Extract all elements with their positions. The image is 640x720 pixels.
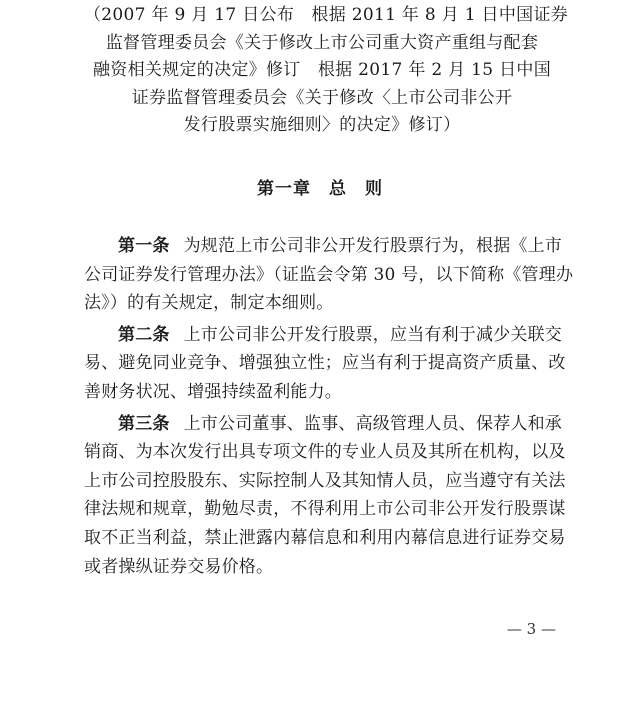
articles-body	[84, 232, 574, 584]
article-line: 取不正当利益，禁止泄露内幕信息和利用内幕信息进行证券交易	[84, 527, 566, 548]
article-line: 或者操纵证券交易价格。	[84, 556, 274, 577]
article-label: 第一条	[118, 236, 170, 256]
preamble-line: 监督管理委员会《关于修改上市公司重大资产重组与配套	[105, 32, 539, 53]
article-text: 上市公司董事、监事、高级管理人员、保荐人和承	[183, 413, 563, 434]
chapter-title: 第一章 总 则	[257, 179, 383, 199]
preamble-line: 证券监督管理委员会《关于修改〈上市公司非公开	[131, 87, 513, 108]
preamble-note	[84, 2, 569, 140]
article-line: 公司证券发行管理办法》（证监会令第 30 号，以下简称《管理办	[84, 264, 574, 285]
preamble-line: （2007 年 9 月 17 日公布 根据 2011 年 8 月 1 日中国证券	[84, 5, 569, 25]
article-line: 易、避免同业竞争、增强独立性；应当有利于提高资产质量、改	[84, 353, 566, 374]
article-text: 为规范上市公司非公开发行股票行为，根据《上市	[183, 236, 563, 256]
article-line: 法》）的有关规定，制定本细则。	[84, 293, 334, 314]
preamble-line: 融资相关规定的决定》修订 根据 2017 年 2 月 15 日中国	[92, 60, 552, 80]
article-line	[84, 410, 562, 439]
preamble-line: 发行股票实施细则〉的决定》修订）	[183, 115, 461, 135]
article-1	[84, 232, 574, 318]
article-line	[84, 321, 562, 350]
article-line: 善财务状况、增强持续盈利能力。	[84, 381, 342, 402]
article-line: 律法规和规章，勤勉尽责，不得利用上市公司非公开发行股票谋	[84, 499, 566, 520]
article-line: 上市公司控股股东、实际控制人及其知情人员，应当遵守有关法	[84, 470, 566, 491]
article-label: 第三条	[118, 413, 170, 434]
article-line	[84, 232, 562, 261]
page-number: — 3 —	[506, 620, 556, 638]
article-label: 第二条	[118, 324, 170, 345]
article-2	[84, 321, 566, 407]
article-3	[84, 410, 566, 582]
article-line: 销商、为本次发行出具专项文件的专业人员及其所在机构，以及	[84, 442, 566, 463]
article-text: 上市公司非公开发行股票，应当有利于减少关联交	[183, 324, 563, 345]
